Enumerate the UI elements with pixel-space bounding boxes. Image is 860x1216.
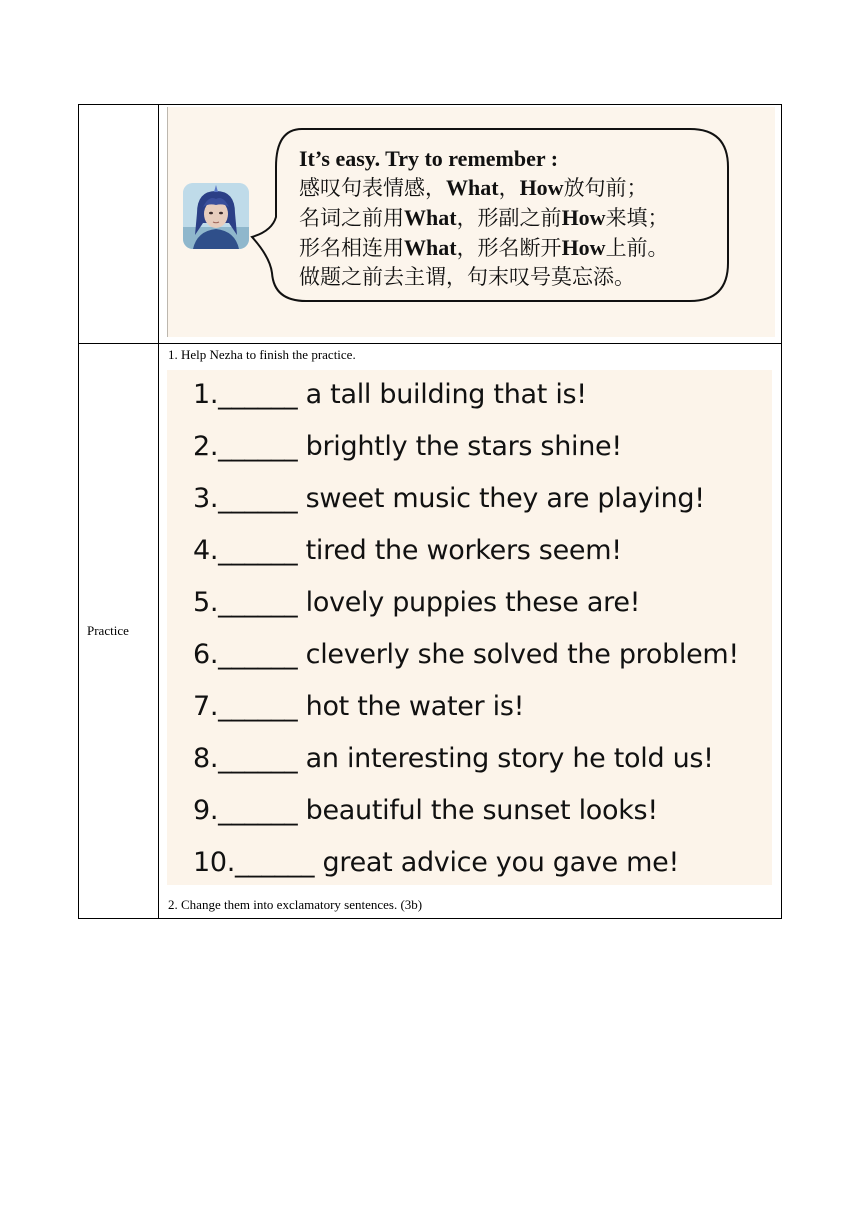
rhyme-line-4: 做题之前去主谓，句末叹号莫忘添。 [299, 265, 635, 289]
worksheet-table [78, 104, 782, 919]
exercise-item: 3.______ sweet music they are playing! [193, 483, 705, 514]
exercise-item: 4.______ tired the workers seem! [193, 535, 622, 566]
rhyme-line-2: 名词之前用What，形副之前How来填； [299, 205, 669, 230]
practice-content-cell [159, 344, 782, 919]
tip-heading: It’s easy. Try to remember : [299, 146, 559, 171]
tip-content-cell [159, 105, 782, 344]
exercise-item: 7.______ hot the water is! [193, 691, 525, 722]
practice-label: Practice [79, 344, 159, 919]
exercise-item: 5.______ lovely puppies these are! [193, 587, 641, 618]
tip-label-cell [79, 105, 159, 344]
exercise-panel [167, 370, 772, 885]
rhyme-line-3: 形名相连用What，形名断开How上前。 [299, 235, 669, 260]
instruction-2: 2. Change them into exclamatory sentences. (3b) [168, 897, 423, 912]
instruction-1: 1. Help Nezha to finish the practice. [168, 347, 356, 362]
exercise-item: 8.______ an interesting story he told us! [193, 743, 714, 774]
exercise-item: 1.______ a tall building that is! [193, 379, 587, 410]
rhyme-line-1: 感叹句表情感，What，How放句前； [299, 175, 648, 200]
exercise-item: 9.______ beautiful the sunset looks! [193, 795, 658, 826]
memory-rhyme [299, 144, 669, 292]
exercise-list [193, 377, 739, 897]
exercise-item: 2.______ brightly the stars shine! [193, 431, 622, 462]
nezha-avatar [183, 183, 249, 249]
practice-row [79, 344, 782, 919]
exercise-item: 6.______ cleverly she solved the problem! [193, 639, 739, 670]
tip-row [79, 105, 782, 344]
exercise-item: 10.______ great advice you gave me! [193, 847, 679, 878]
tip-panel [167, 107, 775, 337]
